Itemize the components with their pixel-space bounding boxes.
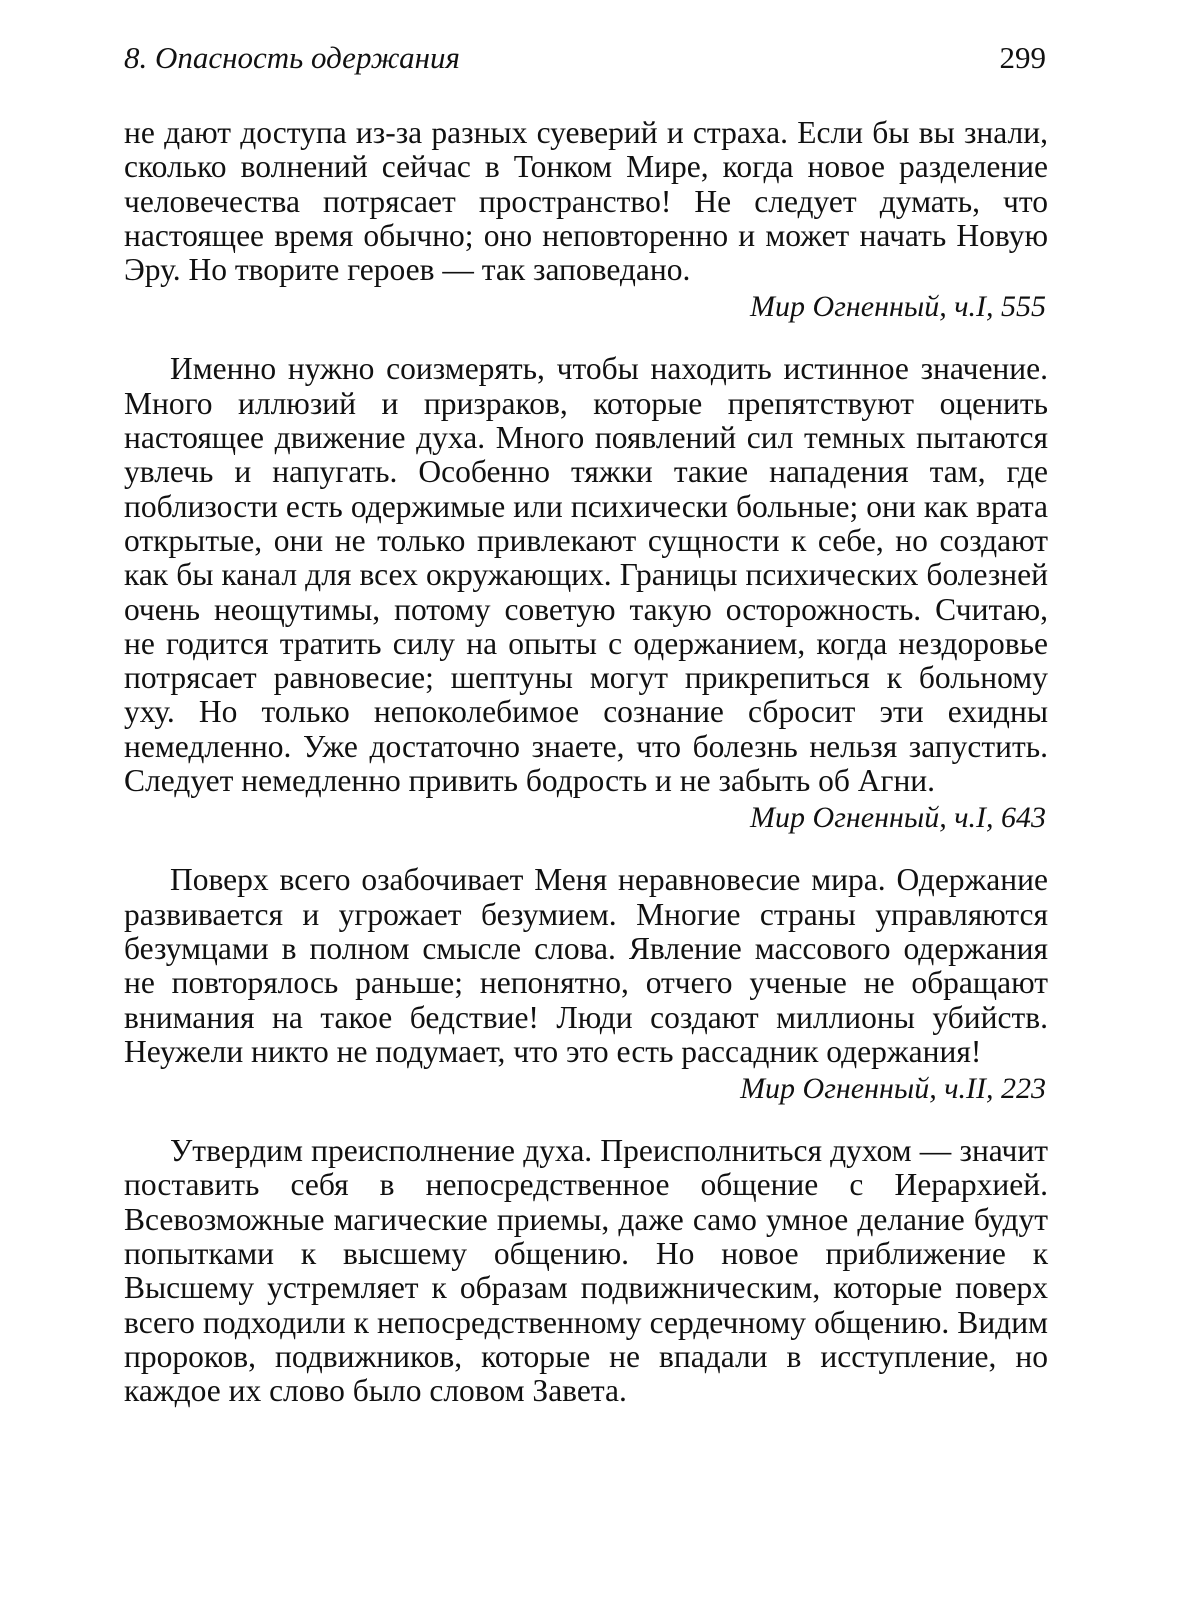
chapter-title: 8. Опасность одержания xyxy=(124,40,460,75)
paragraph-4: Утвердим преисполнение духа. Преисполниться духом — значит поставить себя в непосредственное общение с Иерархией. Всевозможные магические приемы, даже само умное делание будут попытками к высшему общению. Но новое приближение к Высшему устремляет к образам подвижническим, которые поверх всего подходили к непосредственному сердечному общению. Видим пророков, подвижников, которые не впадали в исступление, но каждое их слово было словом Завета. xyxy=(124,1133,1048,1409)
paragraph-gap xyxy=(124,1106,1048,1134)
source-citation-1: Мир Огненный, ч.I, 555 xyxy=(750,290,1046,324)
source-citation-2: Мир Огненный, ч.I, 643 xyxy=(750,801,1046,835)
paragraph-gap xyxy=(124,835,1048,863)
page-number: 299 xyxy=(999,40,1046,75)
paragraph-2: Именно нужно соизмерять, чтобы находить истинное значение. Много иллюзий и призраков, которые препятствуют оценить настоящее движение духа. Много появлений сил темных пытаются увлечь и напугать. Особенно тяжки такие нападения там, где поблизости есть одержимые или психически больные; они как врата открытые, они не только привлекают сущности к себе, но создают как бы канал для всех окружающих. Границы психических болезней очень неощутимы, потому советую такую осторожность. Считаю, не годится тратить силу на опыты с одержанием, когда нездоровье потрясает равновесие; шептуны могут прикрепиться к больному уху. Но только непоколебимое сознание сбросит эти ехидны немедленно. Уже достаточно знаете, что болезнь нельзя запустить. Следует немедленно привить бодрость и не забыть об Агни. xyxy=(124,351,1048,799)
running-head xyxy=(124,30,1048,86)
body-text xyxy=(124,116,1048,1409)
paragraph-3: Поверх всего озабочивает Меня неравновесие мира. Одержание развивается и угрожает безумием. Многие страны управляются безумцами в полном смысле слова. Явление массового одержания не повторялось раньше; непонятно, отчего ученые не обращают внимания на такое бедствие! Люди создают миллионы убийств. Неужели никто не подумает, что это есть рассадник одержания! xyxy=(124,862,1048,1069)
book-page xyxy=(124,30,1048,1580)
source-citation-3: Мир Огненный, ч.II, 223 xyxy=(740,1072,1046,1106)
paragraph-1: не дают доступа из-за разных суеверий и страха. Если бы вы знали, сколько волнений сейчас в Тонком Мире, когда новое разделение человечества потрясает пространство! Не следует думать, что настоящее время обычно; оно неповторенно и может начать Новую Эру. Но творите героев — так заповедано. xyxy=(124,115,1048,288)
paragraph-gap xyxy=(124,324,1048,352)
